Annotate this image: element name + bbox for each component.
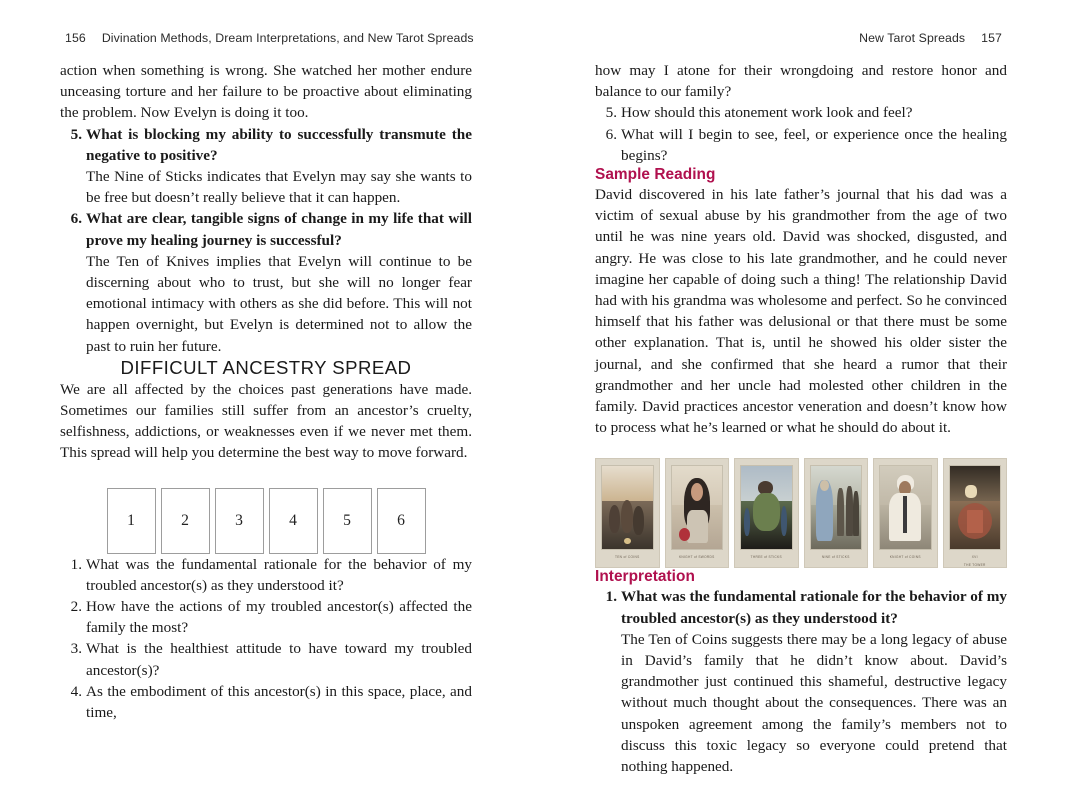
question-text: What was the fundamental rationale for the behavior of my troubled ancestor(s) as they understood it? bbox=[621, 588, 1007, 627]
list-item bbox=[60, 208, 472, 356]
spread-question-list-continued bbox=[595, 102, 1007, 166]
sample-reading-paragraph: David discovered in his late father’s journal that his dad was a victim of sexual abuse by his grandmother from the age of two until he was nine years old. David was shocked, disgusted, and angry. He was close to his late grandmother, and he could never imagine her capable of doing such a thing! The relationship David had with his grandma was wholesome and perfect. So he convinced himself that his father was delusional or that there must be some other explanation. That is, until he showed his older sister the journal, and she confirmed that she heard a rumor that their grandmother and her uncle had molested other children in the family. David practices ancestor veneration and doesn’t know how to process what he’s learned or what he should do about it. bbox=[595, 186, 1007, 437]
question-text: What are clear, tangible signs of change in my life that will prove my healing journey is successful? bbox=[86, 210, 472, 249]
spread-position-label: 1 bbox=[127, 511, 135, 529]
list-item bbox=[595, 586, 1007, 777]
tarot-card-row bbox=[595, 458, 1007, 568]
spread-position-1[interactable] bbox=[107, 488, 156, 554]
continued-question-4-text: how may I atone for their wrongdoing and restore honor and balance to our family? bbox=[595, 62, 1007, 101]
question-text: What will I begin to see, feel, or experience once the healing begins? bbox=[621, 125, 1007, 164]
question-text: What is blocking my ability to successfully transmute the negative to positive? bbox=[86, 125, 472, 164]
left-column bbox=[60, 60, 472, 723]
right-column bbox=[595, 60, 1007, 777]
answer-text: The Ten of Coins suggests there may be a long legacy of abuse in David’s family that he didn’t know about. David’s grandmother just continued this shameful, destructive legacy without much thought about the consequences. There was an unspoken agreement among the family’s members not to discuss this toxic legacy so everyone could pretend that nothing happened. bbox=[621, 630, 1007, 776]
sample-reading-heading: Sample Reading bbox=[595, 166, 716, 184]
list-item bbox=[595, 124, 1007, 166]
tarot-card-art bbox=[671, 465, 724, 550]
list-item bbox=[595, 102, 1007, 123]
list-item bbox=[60, 638, 472, 680]
page-title: DIFFICULT ANCESTRY SPREAD bbox=[120, 356, 412, 378]
running-head-right bbox=[859, 31, 1002, 45]
tarot-card-label-text: TEN of COINS bbox=[615, 555, 640, 560]
question-text: How should this atonement work look and feel? bbox=[621, 104, 913, 122]
spread-position-4[interactable] bbox=[269, 488, 318, 554]
tarot-card-label-text: XVI bbox=[971, 555, 978, 560]
list-item bbox=[60, 124, 472, 209]
list-item-number: 6. bbox=[70, 210, 82, 228]
running-head-left bbox=[65, 31, 474, 45]
tarot-card-label bbox=[879, 550, 932, 563]
answer-text: The Nine of Sticks indicates that Evelyn may say she wants to be free but doesn’t really believe that it can happen. bbox=[86, 168, 472, 207]
list-item-number: 5. bbox=[605, 104, 617, 122]
list-item-number: 2. bbox=[70, 598, 82, 616]
tarot-card-label-text: THREE of STICKS bbox=[750, 555, 782, 560]
spread-question-list bbox=[60, 554, 472, 724]
list-item bbox=[60, 596, 472, 638]
continued-question-list bbox=[60, 124, 472, 357]
spread-position-label: 5 bbox=[343, 511, 351, 529]
tarot-card-sublabel-text: THE TOWER bbox=[963, 563, 986, 568]
spread-position-label: 2 bbox=[181, 511, 189, 529]
spread-position-label: 6 bbox=[397, 511, 405, 529]
tarot-card-label bbox=[810, 550, 863, 563]
folio-left: 156 bbox=[65, 31, 86, 45]
interpretation-heading: Interpretation bbox=[595, 568, 695, 586]
tarot-card-3[interactable] bbox=[734, 458, 799, 568]
folio-right: 157 bbox=[981, 31, 1002, 45]
spread-position-5[interactable] bbox=[323, 488, 372, 554]
question-text: How have the actions of my troubled ancestor(s) affected the family the most? bbox=[86, 598, 472, 637]
tarot-card-art bbox=[879, 465, 932, 550]
list-item-number: 1. bbox=[70, 555, 82, 573]
interpretation-list bbox=[595, 586, 1007, 777]
list-item-number: 1. bbox=[605, 588, 617, 606]
list-item bbox=[60, 681, 472, 723]
continued-paragraph: action when something is wrong. She watched her mother endure unceasing torture and her failure to be proactive about eliminating the problem. Now Evelyn is doing it too. bbox=[60, 62, 472, 122]
list-item-number: 3. bbox=[70, 640, 82, 658]
list-item-number: 6. bbox=[605, 125, 617, 143]
tarot-card-art bbox=[949, 465, 1002, 550]
question-text: What was the fundamental rationale for the behavior of my troubled ancestor(s) as they understood it? bbox=[86, 555, 472, 594]
tarot-card-5[interactable] bbox=[873, 458, 938, 568]
tarot-card-4[interactable] bbox=[804, 458, 869, 568]
running-head-right-title: New Tarot Spreads bbox=[859, 31, 966, 45]
spread-diagram bbox=[60, 488, 472, 554]
tarot-card-label-text: KNIGHT of SWORDS bbox=[678, 555, 715, 560]
spread-position-3[interactable] bbox=[215, 488, 264, 554]
tarot-card-label bbox=[671, 550, 724, 563]
spread-position-6[interactable] bbox=[377, 488, 426, 554]
spread-position-label: 4 bbox=[289, 511, 297, 529]
tarot-card-label bbox=[740, 550, 793, 563]
spread-intro-paragraph: We are all affected by the choices past generations have made. Sometimes our families still suffer from an ancestor’s cruelty, selfishness, addictions, or weaknesses even if we never met them. This spread will help you determine the best way to move forward. bbox=[60, 380, 472, 462]
tarot-card-2[interactable] bbox=[665, 458, 730, 568]
tarot-card-6[interactable] bbox=[943, 458, 1008, 568]
question-text: What is the healthiest attitude to have toward my troubled ancestor(s)? bbox=[86, 640, 472, 679]
answer-text: The Ten of Knives implies that Evelyn will continue to be discerning about who to trust, but she will no longer fear emotional intimacy with others as she did before. This will not happen overnight, but Evelyn is determined not to allow the past to ruin her future. bbox=[86, 252, 472, 355]
tarot-card-label-text: KNIGHT of COINS bbox=[889, 555, 921, 560]
tarot-card-art bbox=[810, 465, 863, 550]
list-item-number: 5. bbox=[70, 125, 82, 143]
tarot-card-label-text: NINE of STICKS bbox=[821, 555, 850, 560]
spread-position-2[interactable] bbox=[161, 488, 210, 554]
tarot-card-label bbox=[949, 550, 1002, 568]
list-item bbox=[60, 554, 472, 596]
tarot-card-art bbox=[601, 465, 654, 550]
tarot-card-label bbox=[601, 550, 654, 563]
tarot-card-art bbox=[740, 465, 793, 550]
running-head-left-title: Divination Methods, Dream Interpretations, and New Tarot Spreads bbox=[101, 31, 474, 45]
question-text: As the embodiment of this ancestor(s) in this space, place, and time, bbox=[86, 682, 472, 722]
spread-position-label: 3 bbox=[235, 511, 243, 529]
list-item-number: 4. bbox=[70, 682, 82, 700]
tarot-card-1[interactable] bbox=[595, 458, 660, 568]
